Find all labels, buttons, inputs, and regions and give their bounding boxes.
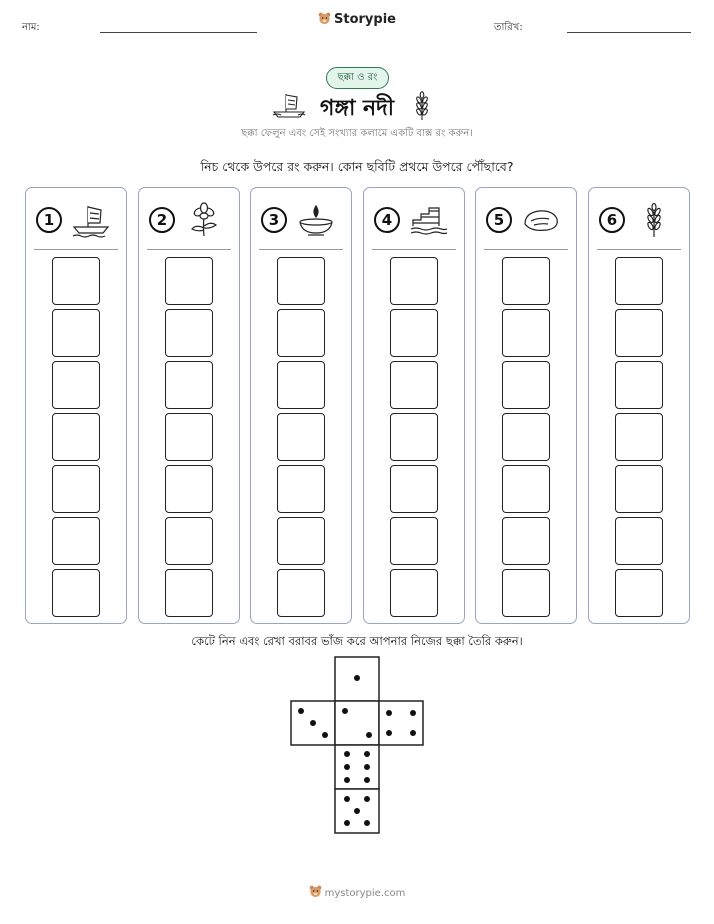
- color-box[interactable]: [390, 569, 438, 617]
- column-header: [251, 200, 351, 240]
- color-box[interactable]: [615, 517, 663, 565]
- footer-url[interactable]: mystorypie.com: [324, 888, 406, 899]
- column-header: [476, 200, 576, 240]
- column-header: [139, 200, 239, 240]
- boat-icon: [71, 202, 111, 238]
- brand-name: Storypie: [334, 12, 396, 27]
- wheat-icon: [411, 91, 433, 121]
- column-6: [588, 187, 690, 624]
- race-columns: [25, 187, 690, 624]
- color-box[interactable]: [502, 413, 550, 461]
- column-2: [138, 187, 240, 624]
- page-title: গঙ্গা নদী: [319, 96, 395, 121]
- color-box[interactable]: [165, 361, 213, 409]
- color-box[interactable]: [615, 569, 663, 617]
- color-box[interactable]: [277, 257, 325, 305]
- color-box[interactable]: [390, 309, 438, 357]
- color-box[interactable]: [390, 517, 438, 565]
- column-divider: [597, 249, 681, 250]
- column-number: 6: [599, 207, 625, 233]
- color-box[interactable]: [52, 361, 100, 409]
- column-divider: [34, 249, 118, 250]
- column-header: [589, 200, 689, 240]
- color-box[interactable]: [277, 413, 325, 461]
- color-box[interactable]: [615, 413, 663, 461]
- column-number: 1: [36, 207, 62, 233]
- column-5: [475, 187, 577, 624]
- ghat-steps-icon: [409, 202, 449, 238]
- column-divider: [259, 249, 343, 250]
- bear-logo-icon: [318, 12, 331, 25]
- color-box[interactable]: [615, 465, 663, 513]
- color-box[interactable]: [52, 517, 100, 565]
- footer: [0, 885, 714, 899]
- brand-logo: [0, 12, 714, 27]
- river-stone-icon: [521, 202, 561, 238]
- date-label: তারিখ:: [494, 22, 523, 33]
- column-4: [363, 187, 465, 624]
- cut-instruction: কেটে নিন এবং রেখা বরাবর ভাঁজ করে আপনার নিজের ছক্কা তৈরি করুন।: [191, 634, 523, 648]
- color-box[interactable]: [165, 517, 213, 565]
- color-box[interactable]: [502, 257, 550, 305]
- color-box[interactable]: [502, 517, 550, 565]
- diya-lamp-icon: [296, 202, 336, 238]
- column-1: [25, 187, 127, 624]
- color-box[interactable]: [52, 413, 100, 461]
- title-row: [0, 89, 714, 123]
- color-box[interactable]: [615, 257, 663, 305]
- color-box[interactable]: [502, 569, 550, 617]
- color-box[interactable]: [615, 361, 663, 409]
- dice-face-2: [335, 701, 379, 745]
- bear-logo-icon: [309, 885, 322, 898]
- question-text: নিচ থেকে উপরে রং করুন। কোন ছবিটি প্রথমে উপরে পৌঁছাবে?: [200, 159, 514, 174]
- color-box[interactable]: [165, 413, 213, 461]
- dice-face-4: [379, 701, 423, 745]
- color-box[interactable]: [277, 361, 325, 409]
- color-box[interactable]: [52, 465, 100, 513]
- color-box[interactable]: [165, 309, 213, 357]
- color-box[interactable]: [52, 309, 100, 357]
- dice-face-6: [335, 745, 379, 789]
- color-box[interactable]: [277, 465, 325, 513]
- color-box[interactable]: [277, 517, 325, 565]
- column-header: [26, 200, 126, 240]
- flower-icon: [184, 202, 224, 238]
- column-number: 2: [149, 207, 175, 233]
- wheat-icon: [634, 202, 674, 238]
- column-divider: [484, 249, 568, 250]
- column-3: [250, 187, 352, 624]
- color-box[interactable]: [390, 257, 438, 305]
- name-line[interactable]: [100, 32, 257, 33]
- color-box[interactable]: [390, 413, 438, 461]
- subtitle: ছক্কা ফেলুন এবং সেই সংখ্যার কলামে একটি বাক্স রং করুন।: [241, 128, 473, 139]
- column-divider: [372, 249, 456, 250]
- column-number: 5: [486, 207, 512, 233]
- color-box[interactable]: [165, 569, 213, 617]
- color-box[interactable]: [277, 309, 325, 357]
- name-label: নাম:: [22, 22, 40, 33]
- color-box[interactable]: [615, 309, 663, 357]
- color-box[interactable]: [502, 465, 550, 513]
- column-number: 4: [374, 207, 400, 233]
- color-box[interactable]: [52, 569, 100, 617]
- color-box[interactable]: [502, 361, 550, 409]
- color-box[interactable]: [165, 465, 213, 513]
- color-box[interactable]: [390, 361, 438, 409]
- color-box[interactable]: [277, 569, 325, 617]
- color-box[interactable]: [52, 257, 100, 305]
- color-box[interactable]: [165, 257, 213, 305]
- column-divider: [147, 249, 231, 250]
- color-box[interactable]: [502, 309, 550, 357]
- activity-badge: ছক্কা ও রং: [326, 67, 389, 89]
- column-number: 3: [261, 207, 287, 233]
- date-line[interactable]: [567, 32, 691, 33]
- color-box[interactable]: [390, 465, 438, 513]
- column-header: [364, 200, 464, 240]
- dice-net[interactable]: [290, 656, 425, 835]
